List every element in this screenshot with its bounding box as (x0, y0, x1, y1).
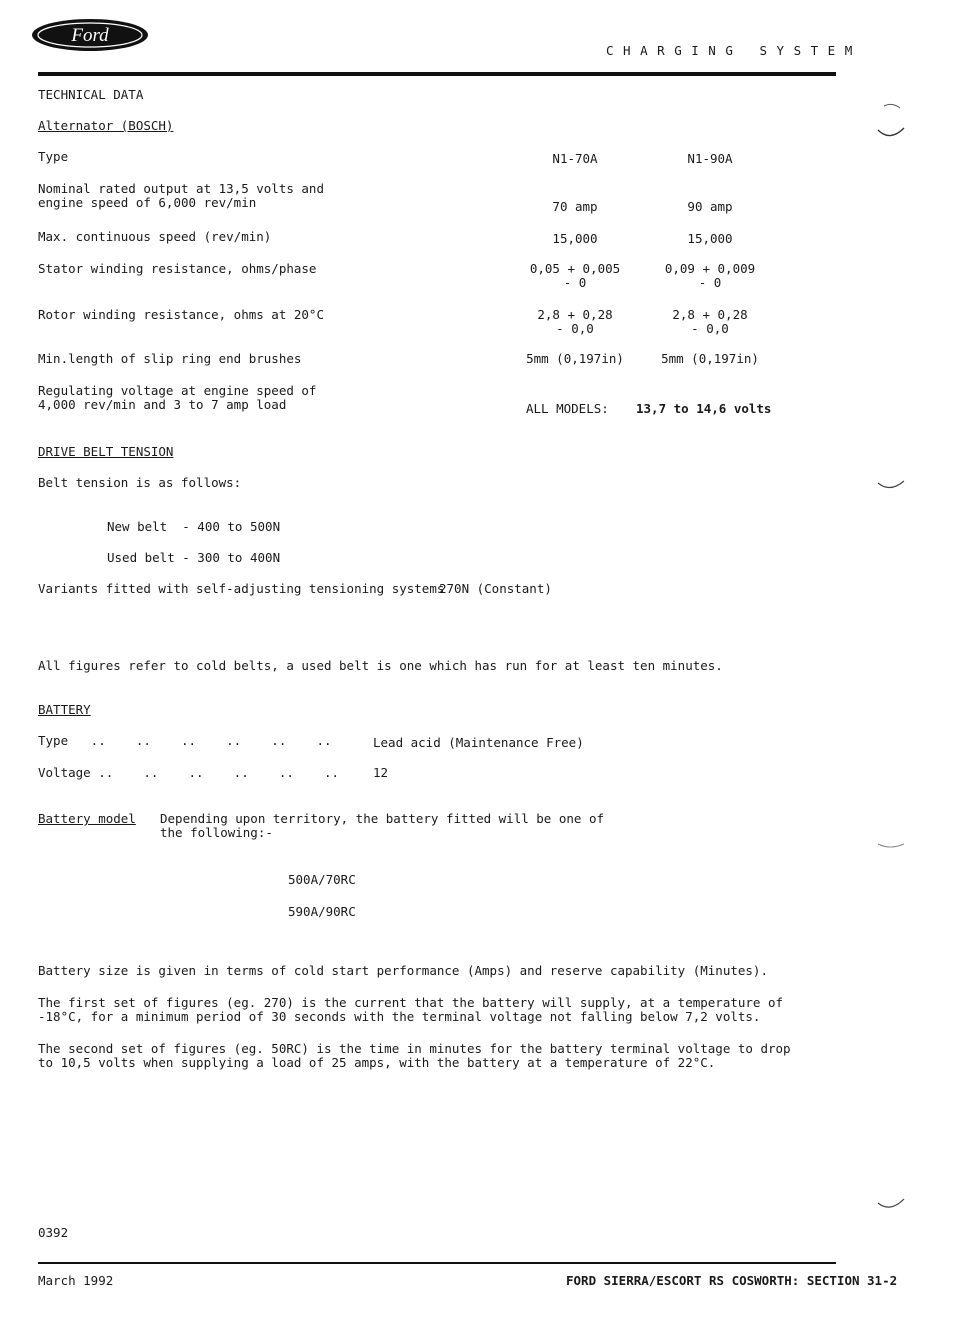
alternator-heading: Alternator (BOSCH) (38, 118, 174, 133)
hole-mark-3 (876, 836, 906, 856)
row-col1-speed: 15,000 (552, 231, 598, 246)
battery-voltage-label: Voltage .. .. .. .. .. .. (38, 765, 340, 780)
regulating-prefix: ALL MODELS: (526, 401, 609, 416)
battery-heading: BATTERY (38, 702, 91, 717)
battery-para-1: Battery size is given in terms of cold start performance (Amps) and reserve capability (Minutes). (38, 963, 768, 978)
drive-belt-intro: Belt tension is as follows: (38, 475, 242, 490)
drive-belt-heading: DRIVE BELT TENSION (38, 444, 174, 459)
row-col2-speed: 15,000 (687, 231, 733, 246)
row-col1-type: N1-70A (552, 151, 598, 166)
new-belt-tension: New belt - 400 to 500N (107, 519, 281, 534)
variants-label: Variants fitted with self-adjusting tensioning systems (38, 581, 445, 596)
battery-model-1: 500A/70RC (288, 872, 356, 887)
battery-para-2: The first set of figures (eg. 270) is the current that the battery will supply, at a temperature of -18°C, for a minimum period of 30 seconds with the terminal voltage not falling below 7,2 volts. (38, 995, 784, 1024)
row-label-brushes: Min.length of slip ring end brushes (38, 351, 302, 366)
row-col2-brushes: 5mm (0,197in) (661, 351, 759, 366)
footer-rule (38, 1262, 836, 1264)
battery-model-label: Battery model (38, 811, 136, 826)
row-col2-rotor: 2,8 + 0,28 - 0,0 (672, 307, 748, 336)
row-col1-output: 70 amp (552, 199, 598, 214)
battery-model-text: Depending upon territory, the battery fitted will be one of the following:- (160, 811, 605, 840)
header-rule (38, 72, 836, 76)
footer-section: FORD SIERRA/ESCORT RS COSWORTH: SECTION 31-2 (566, 1273, 898, 1288)
variants-value: 270N (Constant) (439, 581, 552, 596)
section-title: C H A R G I N G S Y S T E M (606, 43, 854, 58)
used-belt-tension: Used belt - 300 to 400N (107, 550, 281, 565)
row-col1-rotor: 2,8 + 0,28 - 0,0 (537, 307, 613, 336)
battery-para-3: The second set of figures (eg. 50RC) is the time in minutes for the battery terminal voltage to drop to 10,5 volts when supplying a load of 25 amps, with the battery at a temperature of 22°C. (38, 1041, 791, 1070)
hole-mark-4 (876, 1195, 906, 1215)
row-label-output: Nominal rated output at 13,5 volts and engine speed of 6,000 rev/min (38, 181, 324, 210)
row-col1-brushes: 5mm (0,197in) (526, 351, 624, 366)
regulating-value: 13,7 to 14,6 volts (636, 401, 772, 416)
row-label-speed: Max. continuous speed (rev/min) (38, 229, 272, 244)
row-col1-stator: 0,05 + 0,005 - 0 (529, 261, 621, 290)
technical-data-heading: TECHNICAL DATA (38, 87, 144, 102)
ford-logo (30, 17, 150, 53)
page-code: 0392 (38, 1225, 69, 1240)
row-label-stator: Stator winding resistance, ohms/phase (38, 261, 317, 276)
row-col2-output: 90 amp (687, 199, 733, 214)
row-col2-type: N1-90A (687, 151, 733, 166)
regulating-label: Regulating voltage at engine speed of 4,000 rev/min and 3 to 7 amp load (38, 383, 317, 412)
row-label-type: Type (38, 149, 69, 164)
hole-mark-1 (876, 102, 906, 142)
logo-text: Ford (71, 25, 109, 46)
footer-date: March 1992 (38, 1273, 114, 1288)
belt-note: All figures refer to cold belts, a used belt is one which has run for at least ten minutes. (38, 658, 723, 673)
battery-voltage-value: 12 (373, 765, 389, 780)
battery-type-label: Type .. .. .. .. .. .. (38, 733, 332, 748)
row-col2-stator: 0,09 + 0,009 - 0 (664, 261, 756, 290)
hole-mark-2 (876, 475, 906, 495)
battery-model-2: 590A/90RC (288, 904, 356, 919)
row-label-rotor: Rotor winding resistance, ohms at 20°C (38, 307, 324, 322)
battery-type-value: Lead acid (Maintenance Free) (373, 735, 584, 750)
